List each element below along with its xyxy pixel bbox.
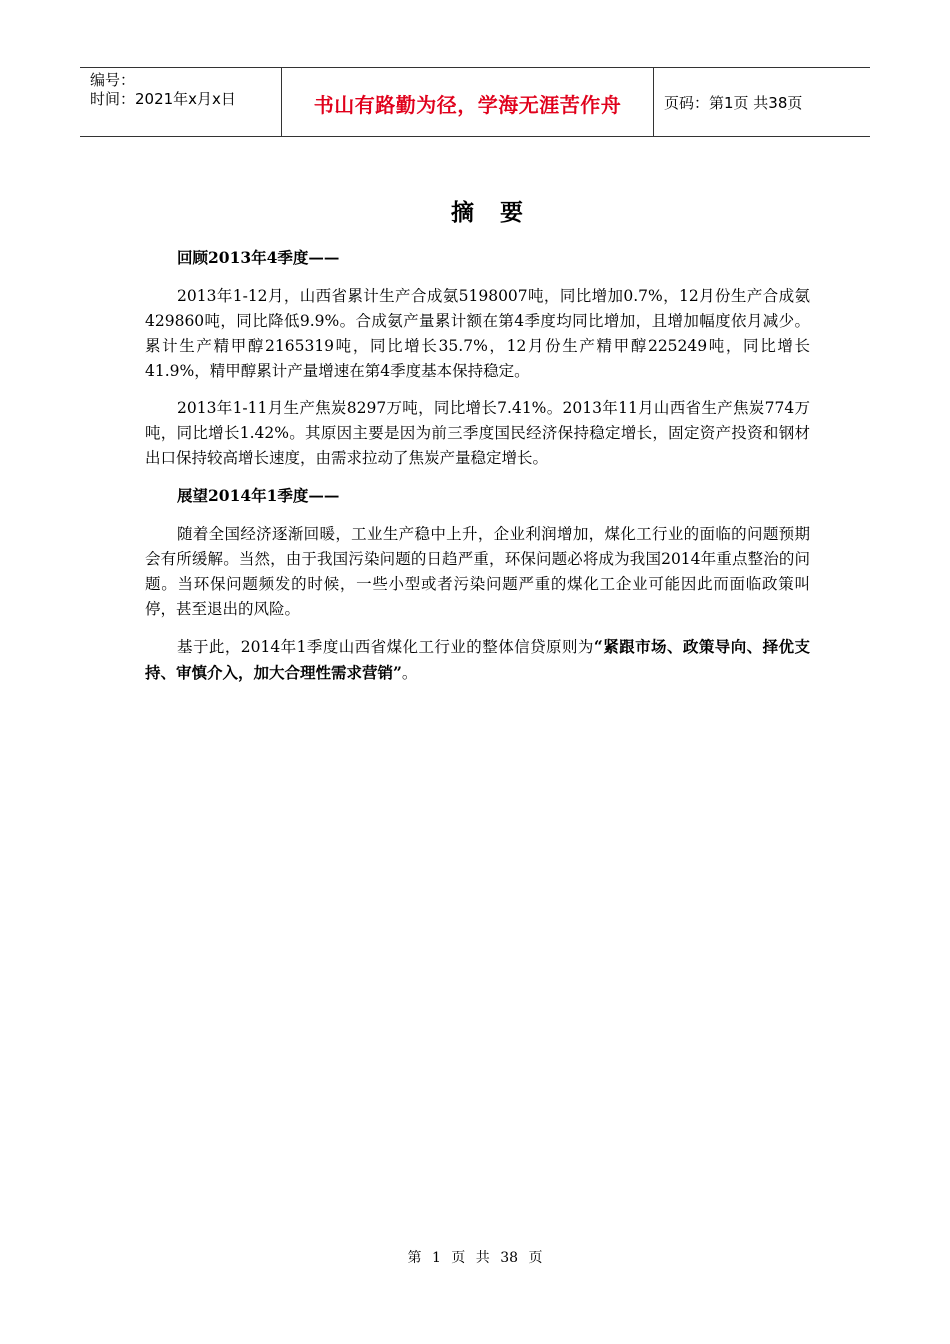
outlook-heading: 展望2014年1季度—— xyxy=(177,486,340,505)
credit-principle-bold: “紧跟市场、政策导向、择优支持、审慎介入，加大合理性需求营销” xyxy=(145,637,810,682)
header-page-cell xyxy=(654,68,870,136)
document-body xyxy=(145,245,810,698)
header-meta-cell xyxy=(80,68,282,136)
date-label: 时间：2021年x月x日 xyxy=(90,90,236,108)
credit-principle-prefix: 基于此，2014年1季度山西省煤化工行业的整体信贷原则为 xyxy=(177,638,594,656)
serial-number-label: 编号： xyxy=(90,71,136,89)
motto-text: 书山有路勤为径，学海无涯苦作舟 xyxy=(313,92,622,117)
page-title: 摘要 xyxy=(451,199,549,226)
review-heading: 回顾2013年4季度—— xyxy=(177,248,340,267)
header-table xyxy=(80,67,870,137)
header-motto-cell xyxy=(282,68,654,136)
outlook-paragraph-2 xyxy=(145,634,810,686)
review-paragraph-2: 2013年1-11月生产焦炭8297万吨，同比增长7.41%。2013年11月山西省生产焦炭774万吨，同比增长1.42%。其原因主要是因为前三季度国民经济保持稳定增长，固定资产投资和钢材出口保持较高增长速度，由需求拉动了焦炭产量稳定增长。 xyxy=(145,399,810,467)
credit-principle-suffix: 。 xyxy=(401,664,418,682)
page-info: 页码：第1页 共38页 xyxy=(664,93,803,112)
page-footer: 第 1 页 共 38 页 xyxy=(407,1250,543,1266)
review-paragraph-1: 2013年1-12月，山西省累计生产合成氨5198007吨，同比增加0.7%，12月份生产合成氨429860吨，同比降低9.9%。合成氨产量累计额在第4季度均同比增加，且增加幅度依月减少。累计生产精甲醇2165319吨，同比增长35.7%，12月份生产精甲醇225249吨，同比增长41.9%，精甲醇累计产量增速在第4季度基本保持稳定。 xyxy=(145,287,810,380)
outlook-paragraph-1: 随着全国经济逐渐回暖，工业生产稳中上升，企业利润增加，煤化工行业的面临的问题预期会有所缓解。当然，由于我国污染问题的日趋严重，环保问题必将成为我国2014年重点整治的问题。当环保问题频发的时候，一些小型或者污染问题严重的煤化工企业可能因此而面临政策叫停，甚至退出的风险。 xyxy=(145,525,810,618)
